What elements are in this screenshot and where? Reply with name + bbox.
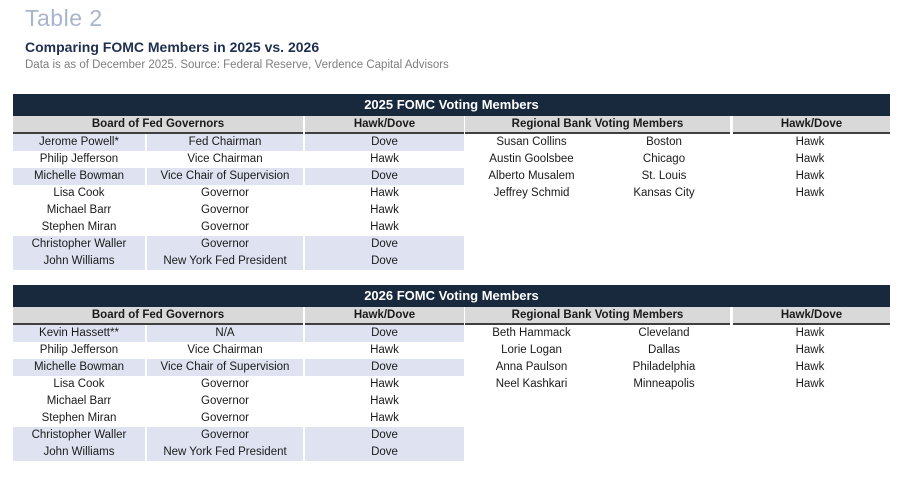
table-row xyxy=(465,359,890,376)
table-row xyxy=(13,253,464,270)
regional-body xyxy=(465,325,890,393)
bank-city-cell: Philadelphia xyxy=(600,359,730,376)
member-name-cell: Lisa Cook xyxy=(13,376,147,393)
member-role-cell: Vice Chair of Supervision xyxy=(147,359,305,376)
stance-cell: Hawk xyxy=(370,187,399,199)
member-name-cell: Philip Jefferson xyxy=(13,342,147,359)
stance-cell: Hawk xyxy=(795,136,825,148)
member-name-cell: Stephen Miran xyxy=(13,219,147,236)
table-row xyxy=(13,393,464,410)
stance-column-header: Hawk/Dove xyxy=(305,307,464,325)
table-row xyxy=(13,427,464,444)
table-row xyxy=(13,410,464,427)
stance-cell: Dove xyxy=(371,361,398,373)
member-name-cell: Neel Kashkari xyxy=(465,376,600,393)
regional-column-header: Regional Bank Voting Members xyxy=(465,307,730,325)
stance-column-header: Hawk/Dove xyxy=(733,307,890,325)
governors-column-header: Board of Fed Governors xyxy=(13,307,303,325)
member-role-cell: Governor xyxy=(147,202,305,219)
regional-header-row xyxy=(465,307,890,325)
table-row xyxy=(465,185,890,202)
member-role-cell: Governor xyxy=(147,219,305,236)
bank-city-cell: St. Louis xyxy=(600,168,730,185)
member-name-cell: Alberto Musalem xyxy=(465,168,600,185)
table-row xyxy=(13,342,464,359)
member-name-cell: Michelle Bowman xyxy=(13,168,147,185)
stance-cell: Dove xyxy=(371,327,398,339)
bank-city-cell: Dallas xyxy=(600,342,730,359)
table-row xyxy=(465,376,890,393)
stance-cell: Hawk xyxy=(370,221,399,233)
regional-section xyxy=(465,307,890,461)
member-name-cell: Anna Paulson xyxy=(465,359,600,376)
table-row xyxy=(13,444,464,461)
member-role-cell: Vice Chair of Supervision xyxy=(147,168,305,185)
stance-cell: Hawk xyxy=(370,395,399,407)
table-row xyxy=(13,219,464,236)
regional-column-header: Regional Bank Voting Members xyxy=(465,116,730,134)
stance-cell: Hawk xyxy=(795,344,825,356)
stance-cell: Hawk xyxy=(795,327,825,339)
member-name-cell: Susan Collins xyxy=(465,134,600,151)
stance-cell: Dove xyxy=(371,446,398,458)
bank-city-cell: Minneapolis xyxy=(600,376,730,393)
governors-section xyxy=(13,116,464,270)
table-row xyxy=(465,134,890,151)
member-role-cell: New York Fed President xyxy=(147,444,305,461)
stance-cell: Dove xyxy=(371,170,398,182)
table-title-bar: 2025 FOMC Voting Members xyxy=(13,94,890,116)
regional-section xyxy=(465,116,890,270)
regional-body xyxy=(465,134,890,202)
member-name-cell: Kevin Hassett** xyxy=(13,325,147,342)
page-title: Table 2 xyxy=(25,5,103,31)
member-name-cell: Lorie Logan xyxy=(465,342,600,359)
document-header xyxy=(25,5,449,71)
table-row xyxy=(13,151,464,168)
table-row xyxy=(13,134,464,151)
table-row xyxy=(13,202,464,219)
table-row xyxy=(13,185,464,202)
stance-cell: Hawk xyxy=(795,378,825,390)
regional-header-row xyxy=(465,116,890,134)
member-name-cell: Michael Barr xyxy=(13,393,147,410)
stance-cell: Hawk xyxy=(795,170,825,182)
stance-cell: Hawk xyxy=(370,378,399,390)
stance-column-header: Hawk/Dove xyxy=(733,116,890,134)
bank-city-cell: Kansas City xyxy=(600,185,730,202)
member-role-cell: Governor xyxy=(147,236,305,253)
governors-body xyxy=(13,134,464,270)
stance-cell: Hawk xyxy=(370,204,399,216)
bank-city-cell: Boston xyxy=(600,134,730,151)
member-name-cell: Stephen Miran xyxy=(13,410,147,427)
member-name-cell: Christopher Waller xyxy=(13,427,147,444)
member-name-cell: Michael Barr xyxy=(13,202,147,219)
member-name-cell: Beth Hammack xyxy=(465,325,600,342)
bank-city-cell: Chicago xyxy=(600,151,730,168)
table-2025-fomc xyxy=(13,94,890,270)
bank-city-cell: Cleveland xyxy=(600,325,730,342)
stance-cell: Dove xyxy=(371,255,398,267)
member-role-cell: Governor xyxy=(147,376,305,393)
member-name-cell: Philip Jefferson xyxy=(13,151,147,168)
member-name-cell: John Williams xyxy=(13,253,147,270)
member-name-cell: Lisa Cook xyxy=(13,185,147,202)
table-row xyxy=(465,325,890,342)
table-row xyxy=(465,151,890,168)
member-name-cell: Austin Goolsbee xyxy=(465,151,600,168)
table-row xyxy=(13,236,464,253)
stance-cell: Hawk xyxy=(795,153,825,165)
member-role-cell: Governor xyxy=(147,427,305,444)
table-row xyxy=(465,168,890,185)
table-row xyxy=(13,359,464,376)
member-role-cell: N/A xyxy=(147,325,305,342)
member-role-cell: Fed Chairman xyxy=(147,134,305,151)
member-name-cell: Michelle Bowman xyxy=(13,359,147,376)
member-role-cell: Governor xyxy=(147,410,305,427)
member-role-cell: Governor xyxy=(147,185,305,202)
member-role-cell: New York Fed President xyxy=(147,253,305,270)
table-row xyxy=(13,376,464,393)
governors-header-row xyxy=(13,116,464,134)
table-row xyxy=(465,342,890,359)
stance-cell: Hawk xyxy=(370,412,399,424)
governors-body xyxy=(13,325,464,461)
member-role-cell: Vice Chairman xyxy=(147,342,305,359)
member-name-cell: John Williams xyxy=(13,444,147,461)
governors-section xyxy=(13,307,464,461)
stance-cell: Dove xyxy=(371,136,398,148)
member-name-cell: Jerome Powell* xyxy=(13,134,147,151)
table-title-bar: 2026 FOMC Voting Members xyxy=(13,285,890,307)
stance-cell: Hawk xyxy=(795,361,825,373)
member-name-cell: Jeffrey Schmid xyxy=(465,185,600,202)
governors-header-row xyxy=(13,307,464,325)
member-name-cell: Christopher Waller xyxy=(13,236,147,253)
member-role-cell: Governor xyxy=(147,393,305,410)
table-row xyxy=(13,325,464,342)
governors-column-header: Board of Fed Governors xyxy=(13,116,303,134)
stance-cell: Dove xyxy=(371,429,398,441)
stance-cell: Hawk xyxy=(370,344,399,356)
table-2026-fomc xyxy=(13,285,890,461)
table-row xyxy=(13,168,464,185)
stance-cell: Hawk xyxy=(795,187,825,199)
page-subtitle: Comparing FOMC Members in 2025 vs. 2026 xyxy=(25,39,320,55)
stance-cell: Dove xyxy=(371,238,398,250)
stance-cell: Hawk xyxy=(370,153,399,165)
stance-column-header: Hawk/Dove xyxy=(305,116,464,134)
source-caption: Data is as of December 2025. Source: Federal Reserve, Verdence Capital Advisors xyxy=(25,59,449,71)
member-role-cell: Vice Chairman xyxy=(147,151,305,168)
